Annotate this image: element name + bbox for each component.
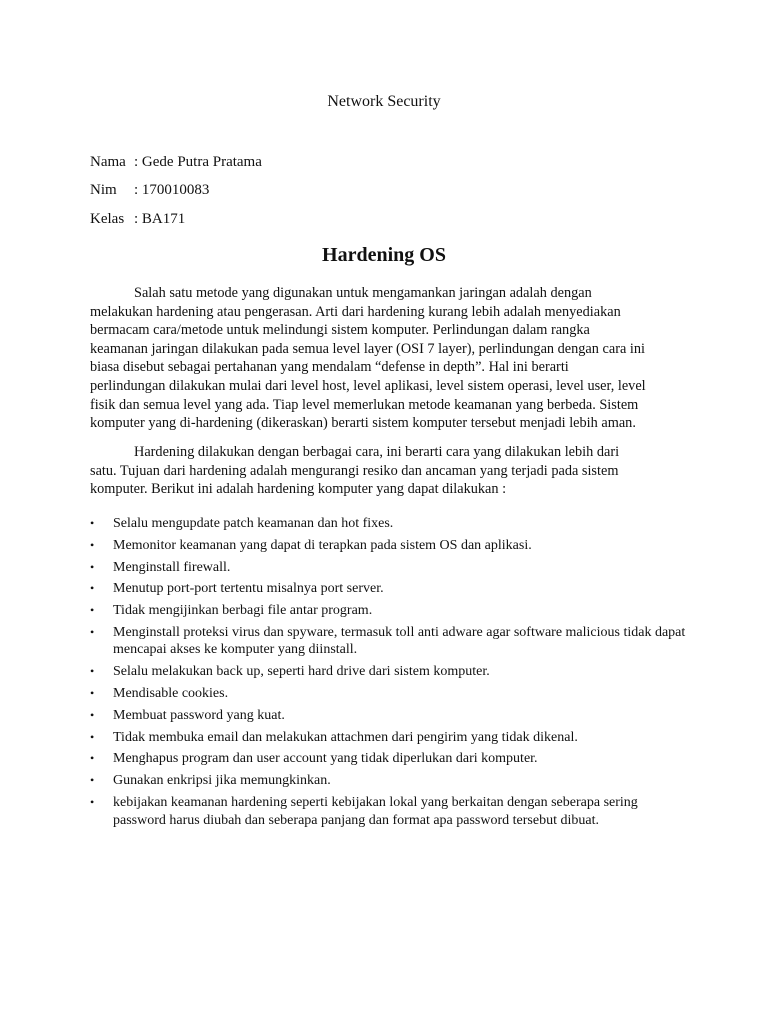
paragraph-line: satu. Tujuan dari hardening adalah mengurangi resiko dan ancaman yang terjadi pada sistem (90, 462, 619, 479)
list-item-text: Menginstall firewall. (113, 559, 231, 575)
bullet-icon: • (90, 686, 95, 701)
paragraph-line: komputer. Berikut ini adalah hardening komputer yang dapat dilakukan : (90, 481, 507, 498)
paragraph-2 (90, 443, 680, 499)
list-item-text: Selalu mengupdate patch keamanan dan hot fixes. (113, 516, 394, 531)
list-item (90, 707, 690, 725)
info-row-nim (90, 182, 209, 199)
paragraph-line: keamanan jaringan dilakukan pada semua level layer (OSI 7 layer), perlindungan dengan cara ini (90, 340, 645, 357)
info-label-nim: Nim (90, 182, 117, 198)
list-item (90, 685, 690, 703)
list-item (90, 794, 690, 829)
list-item-text: Memonitor keamanan yang dapat di terapkan pada sistem OS dan aplikasi. (113, 537, 532, 553)
list-item (90, 729, 690, 747)
list-item-text: Menghapus program dan user account yang tidak diperlukan dari komputer. (113, 751, 538, 767)
hardening-list (90, 515, 690, 833)
bullet-icon: • (90, 559, 95, 574)
section-heading: Hardening OS (322, 244, 446, 266)
paragraph-line: Salah satu metode yang digunakan untuk mengamankan jaringan adalah dengan (134, 285, 592, 301)
list-item (90, 602, 690, 620)
paragraph-line: perlindungan dilakukan mulai dari level host, level aplikasi, level sistem operasi, level user, level (90, 377, 646, 394)
list-item-text: Tidak mengijinkan berbagi file antar program. (113, 603, 373, 619)
info-label-kelas: Kelas (90, 211, 125, 227)
info-value-kelas: : BA171 (134, 211, 186, 227)
list-item-text: Gunakan enkripsi jika memungkinkan. (113, 773, 331, 789)
list-item (90, 663, 690, 681)
info-label-nama: Nama (90, 154, 126, 170)
bullet-icon: • (90, 581, 95, 596)
bullet-icon: • (90, 729, 95, 744)
paragraph-line: komputer yang di-hardening (dikeraskan) berarti sistem komputer tersebut menjadi lebih aman. (90, 415, 636, 432)
list-item (90, 772, 690, 790)
list-item-text: kebijakan keamanan hardening seperti kebijakan lokal yang berkaitan dengan seberapa sering password harus diubah dan seberapa panjang dan format apa password tersebut dibuat. (113, 795, 638, 828)
bullet-icon: • (90, 773, 95, 788)
list-item (90, 559, 690, 577)
info-row-nama (90, 154, 262, 171)
bullet-icon: • (90, 603, 95, 618)
list-item-text: Membuat password yang kuat. (113, 707, 285, 723)
list-item-text: Tidak membuka email dan melakukan attachmen dari pengirim yang tidak dikenal. (113, 729, 578, 745)
list-item (90, 537, 690, 555)
list-item (90, 515, 690, 533)
document-title: Network Security (327, 93, 441, 110)
info-value-nama: : Gede Putra Pratama (134, 154, 262, 170)
list-item (90, 624, 690, 659)
list-item-text: Selalu melakukan back up, seperti hard drive dari sistem komputer. (113, 664, 490, 680)
paragraph-1 (90, 284, 680, 433)
bullet-icon: • (90, 751, 95, 766)
paragraph-line: Hardening dilakukan dengan berbagai cara, ini berarti cara yang dilakukan lebih dari (134, 444, 620, 460)
bullet-icon: • (90, 516, 95, 530)
list-item (90, 750, 690, 768)
list-item-text: Menutup port-port tertentu misalnya port server. (113, 581, 384, 597)
list-item-text: Mendisable cookies. (113, 686, 229, 702)
paragraph-line: fisik dan semua level yang ada. Tiap level memerlukan metode keamanan yang berbeda. Sistem (90, 396, 639, 413)
list-item (90, 580, 690, 598)
bullet-icon: • (90, 537, 95, 552)
paragraph-line: biasa disebut sebagai pertahanan yang mendalam “defense in depth”. Hal ini berarti (90, 359, 569, 376)
bullet-icon: • (90, 707, 95, 722)
bullet-icon: • (90, 795, 95, 810)
list-item-text: Menginstall proteksi virus dan spyware, termasuk toll anti adware agar software malicious tidak dapat mencapai akses ke komputer yang diinstall. (113, 624, 686, 658)
info-row-kelas (90, 211, 185, 228)
paragraph-line: bermacam cara/metode untuk melindungi sistem komputer. Perlindungan dalam rangka (90, 322, 590, 339)
bullet-icon: • (90, 664, 95, 679)
bullet-icon: • (90, 624, 95, 639)
info-value-nim: : 170010083 (134, 182, 210, 198)
paragraph-line: melakukan hardening atau pengerasan. Arti dari hardening kurang lebih adalah menyediakan (90, 303, 621, 320)
